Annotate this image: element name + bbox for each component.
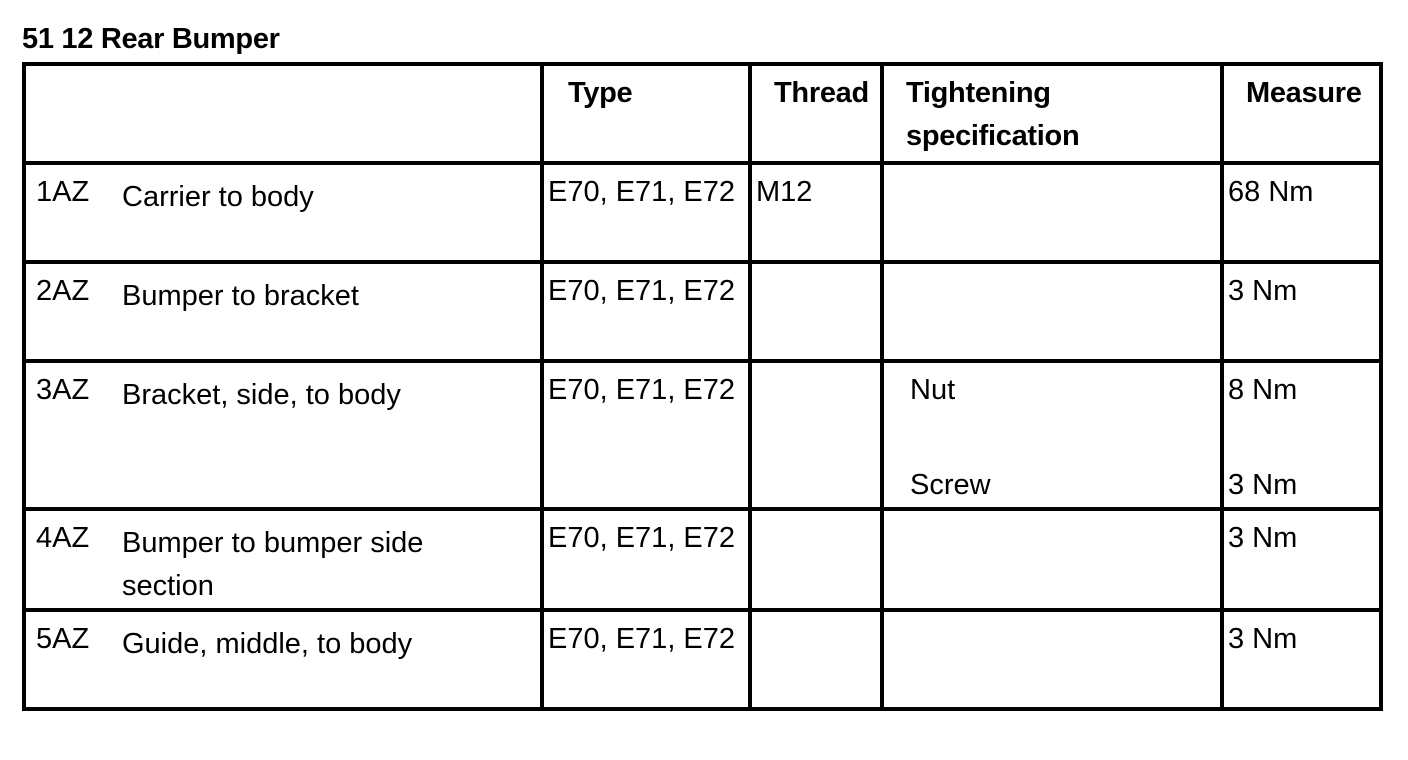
tightening-cell (882, 509, 1222, 610)
position-code: 1AZ (36, 176, 90, 208)
item-description: Bumper to bracket (122, 280, 359, 312)
item-description: Bracket, side, to body (122, 379, 401, 411)
table-row (24, 610, 1381, 709)
measure-value: 68 Nm (1228, 176, 1314, 208)
measure-cell (1222, 509, 1381, 610)
item-description: Guide, middle, to body (122, 628, 413, 660)
type-cell: E70, E71, E72 (542, 163, 750, 262)
measure-value: 3 Nm (1228, 275, 1298, 307)
item-cell (24, 509, 542, 610)
table-row (24, 163, 1381, 262)
header-thread: Thread (750, 64, 882, 163)
thread-cell (750, 509, 882, 610)
measure-value-nut: 8 Nm (1228, 374, 1298, 406)
header-row (24, 64, 1381, 163)
tightening-cell (882, 361, 1222, 509)
type-cell: E70, E71, E72 (542, 610, 750, 709)
measure-value-screw: 3 Nm (1228, 469, 1298, 501)
table-row (24, 262, 1381, 361)
table-row (24, 509, 1381, 610)
measure-value: 3 Nm (1228, 623, 1298, 655)
header-tightening-specification: Tightening specification (882, 64, 1222, 163)
measure-cell (1222, 361, 1381, 509)
measure-cell (1222, 262, 1381, 361)
table-row (24, 361, 1381, 509)
item-description: Bumper to bumper side section (122, 527, 424, 602)
item-description: Carrier to body (122, 181, 314, 213)
torque-spec-table (22, 62, 1383, 711)
position-code: 3AZ (36, 374, 90, 406)
measure-cell (1222, 163, 1381, 262)
thread-cell (750, 361, 882, 509)
position-code: 2AZ (36, 275, 90, 307)
spec-label-nut: Nut (910, 374, 956, 406)
thread-cell: M12 (750, 163, 882, 262)
thread-cell (750, 262, 882, 361)
table-body (24, 163, 1381, 709)
thread-cell (750, 610, 882, 709)
header-item (24, 64, 542, 163)
type-cell: E70, E71, E72 (542, 361, 750, 509)
item-cell (24, 262, 542, 361)
item-cell (24, 361, 542, 509)
type-cell: E70, E71, E72 (542, 262, 750, 361)
header-type: Type (542, 64, 750, 163)
item-cell (24, 610, 542, 709)
header-measure: Measure (1222, 64, 1381, 163)
position-code: 5AZ (36, 623, 90, 655)
measure-value: 3 Nm (1228, 522, 1298, 554)
spec-label-screw: Screw (910, 469, 991, 501)
table-header (24, 64, 1381, 163)
measure-cell (1222, 610, 1381, 709)
tightening-cell (882, 163, 1222, 262)
tightening-cell (882, 610, 1222, 709)
item-cell (24, 163, 542, 262)
position-code: 4AZ (36, 522, 90, 554)
tightening-cell (882, 262, 1222, 361)
document-title: 51 12 Rear Bumper (22, 23, 280, 55)
type-cell: E70, E71, E72 (542, 509, 750, 610)
